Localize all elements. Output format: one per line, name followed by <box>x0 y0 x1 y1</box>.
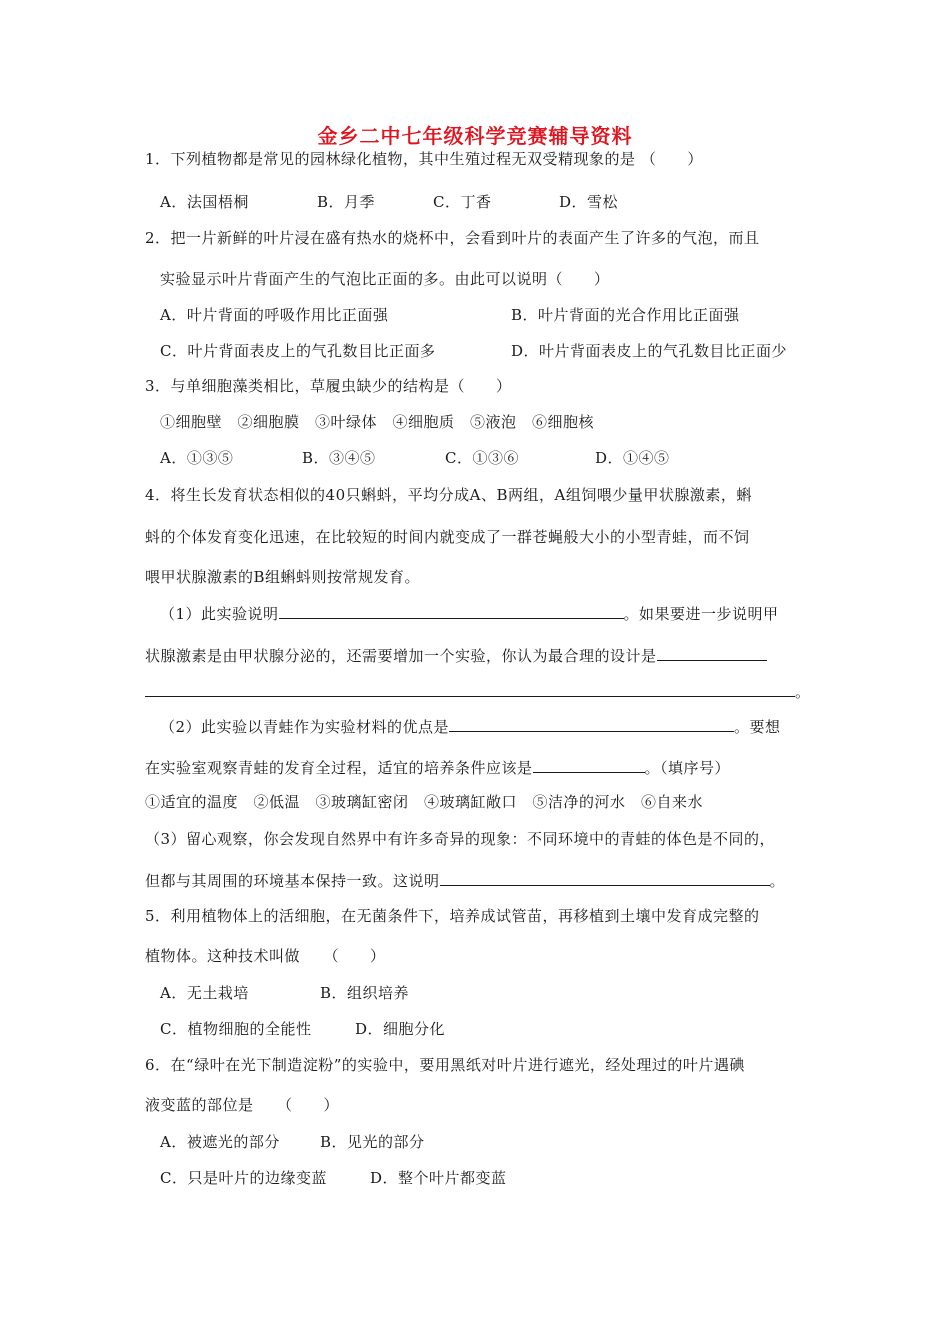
q3-option-d: D．①④⑤ <box>595 449 670 467</box>
q4-part3-text: 但都与其周围的环境基本保持一致。这说明 <box>145 872 440 890</box>
q4-part1-end: 。 <box>795 683 811 701</box>
q2-option-d: D．叶片背面表皮上的气孔数目比正面少 <box>511 342 788 360</box>
q6-option-c: C．只是叶片的边缘变蓝 <box>160 1169 327 1187</box>
q3-option-c: C．①③⑥ <box>445 449 519 467</box>
q4-part2-prefix: （2）此实验以青蛙作为实验材料的优点是 <box>160 718 450 736</box>
q4-part2-suffix: 。要想 <box>734 718 781 736</box>
q4-part2-line1 <box>160 715 781 738</box>
q4-part1-suffix: 。如果要进一步说明甲 <box>623 605 779 623</box>
q5-option-c: C．植物细胞的全能性 <box>160 1020 312 1038</box>
q4-part3-line1: （3）留心观察，你会发现自然界中有许多奇异的现象：不同环境中的青蛙的体色是不同的， <box>145 830 776 848</box>
q4-part2-note: 。（填序号） <box>644 759 731 777</box>
question-5-options-row2 <box>160 1018 445 1040</box>
q5-option-d: D．细胞分化 <box>355 1020 446 1038</box>
question-6-options-row2 <box>160 1167 507 1189</box>
q4-part1-blank-2[interactable] <box>657 644 767 661</box>
question-5-stem-line1: 5．利用植物体上的活细胞，在无菌条件下，培养成试管苗，再移植到土壤中发育成完整的 <box>145 907 760 925</box>
question-6-stem-line2: 液变蓝的部位是 （ ） <box>145 1096 340 1114</box>
q6-option-a: A．被遮光的部分 <box>160 1133 280 1151</box>
question-3-items: ①细胞壁 ②细胞膜 ③叶绿体 ④细胞质 ⑤液泡 ⑥细胞核 <box>160 413 595 431</box>
question-2-stem-line1: 2．把一片新鲜的叶片浸在盛有热水的烧杯中，会看到叶片的表面产生了许多的气泡，而且 <box>145 229 760 247</box>
q2-option-a: A．叶片背面的呼吸作用比正面强 <box>160 306 389 324</box>
q6-option-b: B．见光的部分 <box>320 1133 425 1151</box>
q4-part3-line2 <box>145 869 785 892</box>
q4-part1-line1 <box>160 602 779 625</box>
q3-option-a: A．①③⑤ <box>160 449 234 467</box>
q4-part2-line2 <box>145 756 730 779</box>
question-3-stem: 3．与单细胞藻类相比，草履虫缺少的结构是（ ） <box>145 377 512 395</box>
q5-option-a: A．无土栽培 <box>160 984 249 1002</box>
document-title: 金乡二中七年级科学竞赛辅导资料 <box>317 124 633 148</box>
q4-part1-line2 <box>145 644 767 667</box>
q2-option-c: C．叶片背面表皮上的气孔数目比正面多 <box>160 342 436 360</box>
q1-option-c: C．丁香 <box>433 193 492 211</box>
question-1-options <box>160 191 618 213</box>
question-4-stem-line2: 蚪的个体发育变化迅速，在比较短的时间内就变成了一群苍蝇般大小的小型青蛙，而不饲 <box>145 528 750 546</box>
question-2-stem-line2: 实验显示叶片背面产生的气泡比正面的多。由此可以说明（ ） <box>160 270 610 288</box>
question-4-stem-line3: 喂甲状腺激素的B组蝌蚪则按常规发育。 <box>145 568 421 586</box>
q1-option-b: B．月季 <box>317 193 376 211</box>
question-4-stem-line1: 4．将生长发育状态相似的40只蝌蚪，平均分成A、B两组，A组饲喂少量甲状腺激素，蝌 <box>145 486 752 504</box>
q5-option-b: B．组织培养 <box>320 984 410 1002</box>
q4-part1-blank-3[interactable] <box>145 680 795 697</box>
question-5-stem-line2: 植物体。这种技术叫做 （ ） <box>145 947 386 965</box>
q3-option-b: B．③④⑤ <box>302 449 376 467</box>
q6-option-d: D．整个叶片都变蓝 <box>370 1169 507 1187</box>
q4-part1-text: 状腺激素是由甲状腺分泌的，还需要增加一个实验，你认为最合理的设计是 <box>145 647 657 665</box>
q4-part1-line3 <box>145 680 811 703</box>
q2-option-b: B．叶片背面的光合作用比正面强 <box>511 306 740 324</box>
q4-part2-blank-1[interactable] <box>449 715 734 732</box>
q4-part2-items: ①适宜的温度 ②低温 ③玻璃缸密闭 ④玻璃缸敞口 ⑤洁净的河水 ⑥自来水 <box>145 793 704 811</box>
question-6-options-row1 <box>160 1131 425 1153</box>
question-1-stem: 1．下列植物都是常见的园林绿化植物，其中生殖过程无双受精现象的是 （ ） <box>145 150 703 168</box>
q1-option-d: D．雪松 <box>559 193 619 211</box>
question-6-stem-line1: 6．在“绿叶在光下制造淀粉”的实验中，要用黑纸对叶片进行遮光，经处理过的叶片遇碘 <box>145 1056 745 1074</box>
q4-part2-text: 在实验室观察青蛙的发育全过程，适宜的培养条件应该是 <box>145 759 533 777</box>
q4-part3-blank[interactable] <box>440 869 770 886</box>
q4-part1-prefix: （1）此实验说明 <box>160 605 279 623</box>
q4-part2-blank-2[interactable] <box>533 756 645 773</box>
question-3-options <box>160 447 670 469</box>
q1-option-a: A．法国梧桐 <box>160 193 249 211</box>
q4-part1-blank-1[interactable] <box>279 602 624 619</box>
question-5-options-row1 <box>160 982 409 1004</box>
q4-part3-end: 。 <box>769 872 786 890</box>
